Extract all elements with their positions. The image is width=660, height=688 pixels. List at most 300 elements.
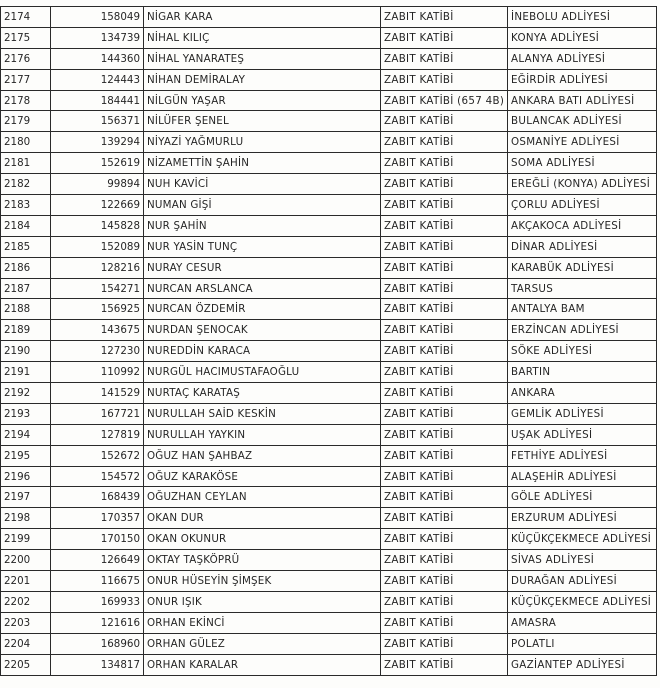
job-title-cell (381, 633, 508, 654)
person-name-text: NİHAN DEMİRALAY (147, 73, 246, 86)
person-name-cell (144, 403, 381, 424)
row-number-cell (1, 612, 51, 633)
courthouse-cell (508, 69, 657, 90)
job-title-cell (381, 90, 508, 111)
registry-number-text: 110992 (100, 366, 140, 379)
registry-number-cell (51, 424, 144, 445)
registry-number-text: 152619 (100, 157, 140, 170)
table-row (1, 111, 657, 132)
courthouse-cell (508, 7, 657, 28)
person-name-cell (144, 550, 381, 571)
courthouse-cell (508, 174, 657, 195)
registry-number-cell (51, 132, 144, 153)
row-number-text: 2180 (4, 136, 31, 149)
courthouse-cell (508, 48, 657, 69)
job-title-text: ZABIT KATİBİ (384, 386, 454, 399)
registry-number-cell (51, 383, 144, 404)
job-title-cell (381, 257, 508, 278)
courthouse-text: DİNAR ADLİYESİ (511, 240, 598, 253)
courthouse-cell (508, 383, 657, 404)
courthouse-cell (508, 487, 657, 508)
row-number-cell (1, 278, 51, 299)
job-title-text: ZABIT KATİBİ (384, 658, 454, 671)
job-title-text: ZABIT KATİBİ (384, 52, 454, 65)
job-title-cell (381, 362, 508, 383)
job-title-cell (381, 132, 508, 153)
registry-number-cell (51, 299, 144, 320)
table-row (1, 27, 657, 48)
registry-number-cell (51, 7, 144, 28)
row-number-text: 2181 (4, 157, 31, 170)
registry-number-cell (51, 487, 144, 508)
table-row (1, 508, 657, 529)
row-number-cell (1, 529, 51, 550)
courthouse-text: İNEBOLU ADLİYESİ (511, 10, 611, 23)
job-title-text: ZABIT KATİBİ (384, 637, 454, 650)
job-title-text: ZABIT KATİBİ (384, 219, 454, 232)
courthouse-cell (508, 341, 657, 362)
job-title-cell (381, 215, 508, 236)
job-title-text: ZABIT KATİBİ (384, 533, 454, 546)
row-number-cell (1, 90, 51, 111)
person-name-text: ORHAN GÜLEZ (147, 637, 226, 650)
courthouse-cell (508, 571, 657, 592)
registry-number-cell (51, 257, 144, 278)
row-number-text: 2188 (4, 303, 31, 316)
row-number-cell (1, 654, 51, 675)
courthouse-cell (508, 320, 657, 341)
registry-number-text: 167721 (100, 407, 140, 420)
person-name-text: OĞUZ KARAKÖSE (147, 470, 239, 483)
person-name-text: NİYAZİ YAĞMURLU (147, 136, 244, 149)
person-name-text: OKTAY TAŞKÖPRÜ (147, 554, 240, 567)
courthouse-cell (508, 153, 657, 174)
job-title-text: ZABIT KATİBİ (384, 157, 454, 170)
courthouse-cell (508, 529, 657, 550)
courthouse-cell (508, 633, 657, 654)
courthouse-text: BULANCAK ADLİYESİ (511, 115, 622, 128)
courthouse-cell (508, 215, 657, 236)
courthouse-cell (508, 424, 657, 445)
row-number-text: 2183 (4, 198, 31, 211)
registry-number-text: 170357 (100, 512, 140, 525)
row-number-text: 2186 (4, 261, 31, 274)
person-name-text: ORHAN KARALAR (147, 658, 239, 671)
table-row (1, 257, 657, 278)
row-number-cell (1, 299, 51, 320)
person-name-cell (144, 612, 381, 633)
registry-number-cell (51, 591, 144, 612)
registry-number-cell (51, 341, 144, 362)
personnel-table-body (1, 7, 657, 676)
row-number-text: 2199 (4, 533, 31, 546)
courthouse-cell (508, 236, 657, 257)
courthouse-text: ANTALYA BAM (511, 303, 585, 316)
person-name-text: ONUR IŞIK (147, 595, 202, 608)
registry-number-cell (51, 111, 144, 132)
courthouse-cell (508, 403, 657, 424)
table-row (1, 403, 657, 424)
registry-number-cell (51, 362, 144, 383)
job-title-text: ZABIT KATİBİ (384, 240, 454, 253)
person-name-cell (144, 445, 381, 466)
job-title-text: ZABIT KATİBİ (384, 491, 454, 504)
courthouse-text: FETHİYE ADLİYESİ (511, 449, 608, 462)
person-name-cell (144, 633, 381, 654)
job-title-text: ZABIT KATİBİ (384, 407, 454, 420)
row-number-cell (1, 174, 51, 195)
job-title-cell (381, 383, 508, 404)
courthouse-text: ERZURUM ADLİYESİ (511, 512, 618, 525)
registry-number-text: 184441 (100, 94, 140, 107)
row-number-cell (1, 383, 51, 404)
table-row (1, 90, 657, 111)
table-row (1, 571, 657, 592)
job-title-cell (381, 111, 508, 132)
table-row (1, 48, 657, 69)
table-row (1, 278, 657, 299)
row-number-cell (1, 508, 51, 529)
registry-number-cell (51, 215, 144, 236)
person-name-text: NURTAÇ KARATAŞ (147, 386, 240, 399)
job-title-text: ZABIT KATİBİ (384, 324, 454, 337)
registry-number-cell (51, 466, 144, 487)
job-title-text: ZABIT KATİBİ (384, 512, 454, 525)
registry-number-text: 168439 (100, 491, 140, 504)
job-title-cell (381, 299, 508, 320)
registry-number-text: 156371 (100, 115, 140, 128)
registry-number-text: 143675 (100, 324, 140, 337)
registry-number-cell (51, 445, 144, 466)
table-row (1, 487, 657, 508)
courthouse-cell (508, 90, 657, 111)
row-number-cell (1, 487, 51, 508)
registry-number-text: 145828 (100, 219, 140, 232)
registry-number-text: 169933 (100, 595, 140, 608)
person-name-cell (144, 362, 381, 383)
courthouse-text: GAZİANTEP ADLİYESİ (511, 658, 625, 671)
registry-number-text: 99894 (107, 178, 140, 191)
courthouse-cell (508, 257, 657, 278)
registry-number-text: 127230 (100, 345, 140, 358)
registry-number-cell (51, 195, 144, 216)
person-name-cell (144, 487, 381, 508)
job-title-text: ZABIT KATİBİ (384, 303, 454, 316)
registry-number-cell (51, 550, 144, 571)
person-name-cell (144, 69, 381, 90)
row-number-text: 2175 (4, 31, 31, 44)
row-number-text: 2179 (4, 115, 31, 128)
person-name-text: OKAN DUR (147, 512, 204, 525)
job-title-text: ZABIT KATİBİ (384, 428, 454, 441)
person-name-cell (144, 571, 381, 592)
courthouse-cell (508, 195, 657, 216)
courthouse-text: AMASRA (511, 616, 557, 629)
registry-number-cell (51, 27, 144, 48)
person-name-cell (144, 215, 381, 236)
job-title-cell (381, 591, 508, 612)
courthouse-text: SÖKE ADLİYESİ (511, 345, 593, 358)
job-title-text: ZABIT KATİBİ (384, 178, 454, 191)
job-title-cell (381, 654, 508, 675)
registry-number-text: 141529 (100, 386, 140, 399)
job-title-text: ZABIT KATİBİ (384, 574, 454, 587)
table-row (1, 654, 657, 675)
person-name-cell (144, 591, 381, 612)
person-name-text: NUR YASİN TUNÇ (147, 240, 238, 253)
row-number-text: 2182 (4, 178, 31, 191)
courthouse-cell (508, 278, 657, 299)
row-number-text: 2184 (4, 219, 31, 232)
courthouse-text: KÜÇÜKÇEKMECE ADLİYESİ (511, 533, 652, 546)
row-number-text: 2198 (4, 512, 31, 525)
table-row (1, 132, 657, 153)
registry-number-cell (51, 153, 144, 174)
job-title-cell (381, 403, 508, 424)
person-name-cell (144, 132, 381, 153)
courthouse-text: TARSUS (511, 282, 554, 295)
row-number-text: 2194 (4, 428, 31, 441)
job-title-cell (381, 27, 508, 48)
row-number-text: 2189 (4, 324, 31, 337)
job-title-text: ZABIT KATİBİ (384, 136, 454, 149)
table-row (1, 299, 657, 320)
table-row (1, 591, 657, 612)
courthouse-text: KARABÜK ADLİYESİ (511, 261, 614, 274)
person-name-text: NURDAN ŞENOCAK (147, 324, 248, 337)
row-number-text: 2196 (4, 470, 31, 483)
courthouse-text: ÇORLU ADLİYESİ (511, 198, 600, 211)
row-number-cell (1, 153, 51, 174)
courthouse-text: POLATLI (511, 637, 555, 650)
table-row (1, 153, 657, 174)
job-title-cell (381, 320, 508, 341)
registry-number-text: 168960 (100, 637, 140, 650)
courthouse-cell (508, 111, 657, 132)
courthouse-text: ERZİNCAN ADLİYESİ (511, 324, 619, 337)
row-number-text: 2190 (4, 345, 31, 358)
job-title-text: ZABIT KATİBİ (384, 282, 454, 295)
person-name-cell (144, 466, 381, 487)
row-number-text: 2200 (4, 554, 31, 567)
row-number-text: 2205 (4, 658, 31, 671)
row-number-text: 2192 (4, 386, 31, 399)
job-title-cell (381, 48, 508, 69)
job-title-text: ZABIT KATİBİ (384, 115, 454, 128)
person-name-text: NURAY CESUR (147, 261, 222, 274)
person-name-text: NİLÜFER ŞENEL (147, 115, 229, 128)
person-name-cell (144, 7, 381, 28)
job-title-cell (381, 153, 508, 174)
courthouse-text: ANKARA BATI ADLİYESİ (511, 94, 635, 107)
courthouse-cell (508, 362, 657, 383)
row-number-cell (1, 236, 51, 257)
courthouse-text: OSMANİYE ADLİYESİ (511, 136, 620, 149)
courthouse-text: BARTIN (511, 366, 551, 379)
courthouse-text: KÜÇÜKÇEKMECE ADLİYESİ (511, 595, 652, 608)
registry-number-text: 122669 (100, 198, 140, 211)
table-row (1, 445, 657, 466)
job-title-text: ZABIT KATİBİ (384, 470, 454, 483)
table-row (1, 466, 657, 487)
person-name-cell (144, 153, 381, 174)
row-number-cell (1, 466, 51, 487)
registry-number-text: 170150 (100, 533, 140, 546)
row-number-text: 2193 (4, 407, 31, 420)
person-name-cell (144, 27, 381, 48)
row-number-cell (1, 111, 51, 132)
courthouse-text: ANKARA (511, 386, 555, 399)
courthouse-cell (508, 27, 657, 48)
courthouse-text: AKÇAKOCA ADLİYESİ (511, 219, 622, 232)
table-row (1, 215, 657, 236)
person-name-cell (144, 529, 381, 550)
person-name-text: NİHAL KILIÇ (147, 31, 210, 44)
courthouse-cell (508, 654, 657, 675)
person-name-cell (144, 654, 381, 675)
person-name-cell (144, 174, 381, 195)
person-name-text: OĞUZ HAN ŞAHBAZ (147, 449, 253, 462)
registry-number-cell (51, 320, 144, 341)
row-number-text: 2187 (4, 282, 31, 295)
job-title-cell (381, 195, 508, 216)
table-row (1, 383, 657, 404)
row-number-text: 2202 (4, 595, 31, 608)
row-number-cell (1, 27, 51, 48)
courthouse-text: GEMLİK ADLİYESİ (511, 407, 604, 420)
courthouse-cell (508, 550, 657, 571)
job-title-text: ZABIT KATİBİ (384, 31, 454, 44)
courthouse-text: ALANYA ADLİYESİ (511, 52, 606, 65)
registry-number-cell (51, 403, 144, 424)
job-title-cell (381, 571, 508, 592)
registry-number-text: 121616 (100, 616, 140, 629)
job-title-cell (381, 424, 508, 445)
registry-number-cell (51, 654, 144, 675)
person-name-cell (144, 424, 381, 445)
table-row (1, 550, 657, 571)
person-name-text: NİZAMETTİN ŞAHİN (147, 157, 250, 170)
registry-number-text: 156925 (100, 303, 140, 316)
registry-number-cell (51, 236, 144, 257)
courthouse-cell (508, 612, 657, 633)
job-title-text: ZABIT KATİBİ (384, 345, 454, 358)
row-number-cell (1, 215, 51, 236)
table-row (1, 362, 657, 383)
job-title-cell (381, 612, 508, 633)
person-name-cell (144, 236, 381, 257)
table-row (1, 529, 657, 550)
courthouse-text: SOMA ADLİYESİ (511, 157, 595, 170)
person-name-text: NUH KAVİCİ (147, 178, 209, 191)
job-title-text: ZABIT KATİBİ (384, 554, 454, 567)
job-title-cell (381, 508, 508, 529)
registry-number-text: 154572 (100, 470, 140, 483)
job-title-cell (381, 466, 508, 487)
row-number-cell (1, 257, 51, 278)
person-name-text: NURCAN ARSLANCA (147, 282, 253, 295)
registry-number-cell (51, 48, 144, 69)
row-number-text: 2177 (4, 73, 31, 86)
person-name-text: ORHAN EKİNCİ (147, 616, 225, 629)
courthouse-cell (508, 445, 657, 466)
personnel-table (0, 6, 657, 676)
table-row (1, 612, 657, 633)
registry-number-cell (51, 69, 144, 90)
registry-number-cell (51, 571, 144, 592)
courthouse-text: EREĞLİ (KONYA) ADLİYESİ (511, 178, 651, 191)
courthouse-text: UŞAK ADLİYESİ (511, 428, 593, 441)
job-title-cell (381, 278, 508, 299)
registry-number-text: 144360 (100, 52, 140, 65)
job-title-cell (381, 7, 508, 28)
person-name-cell (144, 48, 381, 69)
row-number-cell (1, 320, 51, 341)
row-number-text: 2195 (4, 449, 31, 462)
row-number-text: 2174 (4, 10, 31, 23)
registry-number-text: 152672 (100, 449, 140, 462)
row-number-cell (1, 550, 51, 571)
courthouse-text: GÖLE ADLİYESİ (511, 491, 593, 504)
job-title-text: ZABIT KATİBİ (384, 73, 454, 86)
courthouse-text: DURAĞAN ADLİYESİ (511, 574, 617, 587)
table-row (1, 633, 657, 654)
person-name-text: OKAN OKUNUR (147, 533, 227, 546)
person-name-cell (144, 341, 381, 362)
job-title-text: ZABIT KATİBİ (384, 616, 454, 629)
job-title-cell (381, 529, 508, 550)
person-name-cell (144, 383, 381, 404)
row-number-cell (1, 424, 51, 445)
person-name-text: ONUR HÜSEYİN ŞİMŞEK (147, 574, 272, 587)
table-row (1, 195, 657, 216)
person-name-text: NURULLAH YAYKIN (147, 428, 246, 441)
registry-number-text: 134739 (100, 31, 140, 44)
registry-number-text: 154271 (100, 282, 140, 295)
registry-number-cell (51, 90, 144, 111)
registry-number-text: 158049 (100, 10, 140, 23)
registry-number-text: 126649 (100, 554, 140, 567)
row-number-cell (1, 69, 51, 90)
person-name-text: NUREDDİN KARACA (147, 345, 251, 358)
job-title-text: ZABIT KATİBİ (384, 198, 454, 211)
person-name-cell (144, 278, 381, 299)
table-row (1, 69, 657, 90)
job-title-cell (381, 174, 508, 195)
registry-number-text: 134817 (100, 658, 140, 671)
person-name-cell (144, 508, 381, 529)
job-title-text: ZABIT KATİBİ (384, 261, 454, 274)
registry-number-text: 124443 (100, 73, 140, 86)
registry-number-text: 152089 (100, 240, 140, 253)
courthouse-text: SİVAS ADLİYESİ (511, 554, 595, 567)
job-title-text: ZABIT KATİBİ (657 4B) (384, 94, 505, 107)
person-name-text: NUMAN GİŞİ (147, 198, 212, 211)
job-title-text: ZABIT KATİBİ (384, 366, 454, 379)
row-number-text: 2204 (4, 637, 31, 650)
row-number-cell (1, 195, 51, 216)
person-name-text: NURGÜL HACIMUSTAFAOĞLU (147, 366, 300, 379)
row-number-cell (1, 591, 51, 612)
job-title-cell (381, 445, 508, 466)
row-number-cell (1, 341, 51, 362)
courthouse-text: ALAŞEHİR ADLİYESİ (511, 470, 617, 483)
table-row (1, 236, 657, 257)
person-name-cell (144, 195, 381, 216)
job-title-text: ZABIT KATİBİ (384, 595, 454, 608)
row-number-cell (1, 445, 51, 466)
person-name-text: NİGAR KARA (147, 10, 213, 23)
